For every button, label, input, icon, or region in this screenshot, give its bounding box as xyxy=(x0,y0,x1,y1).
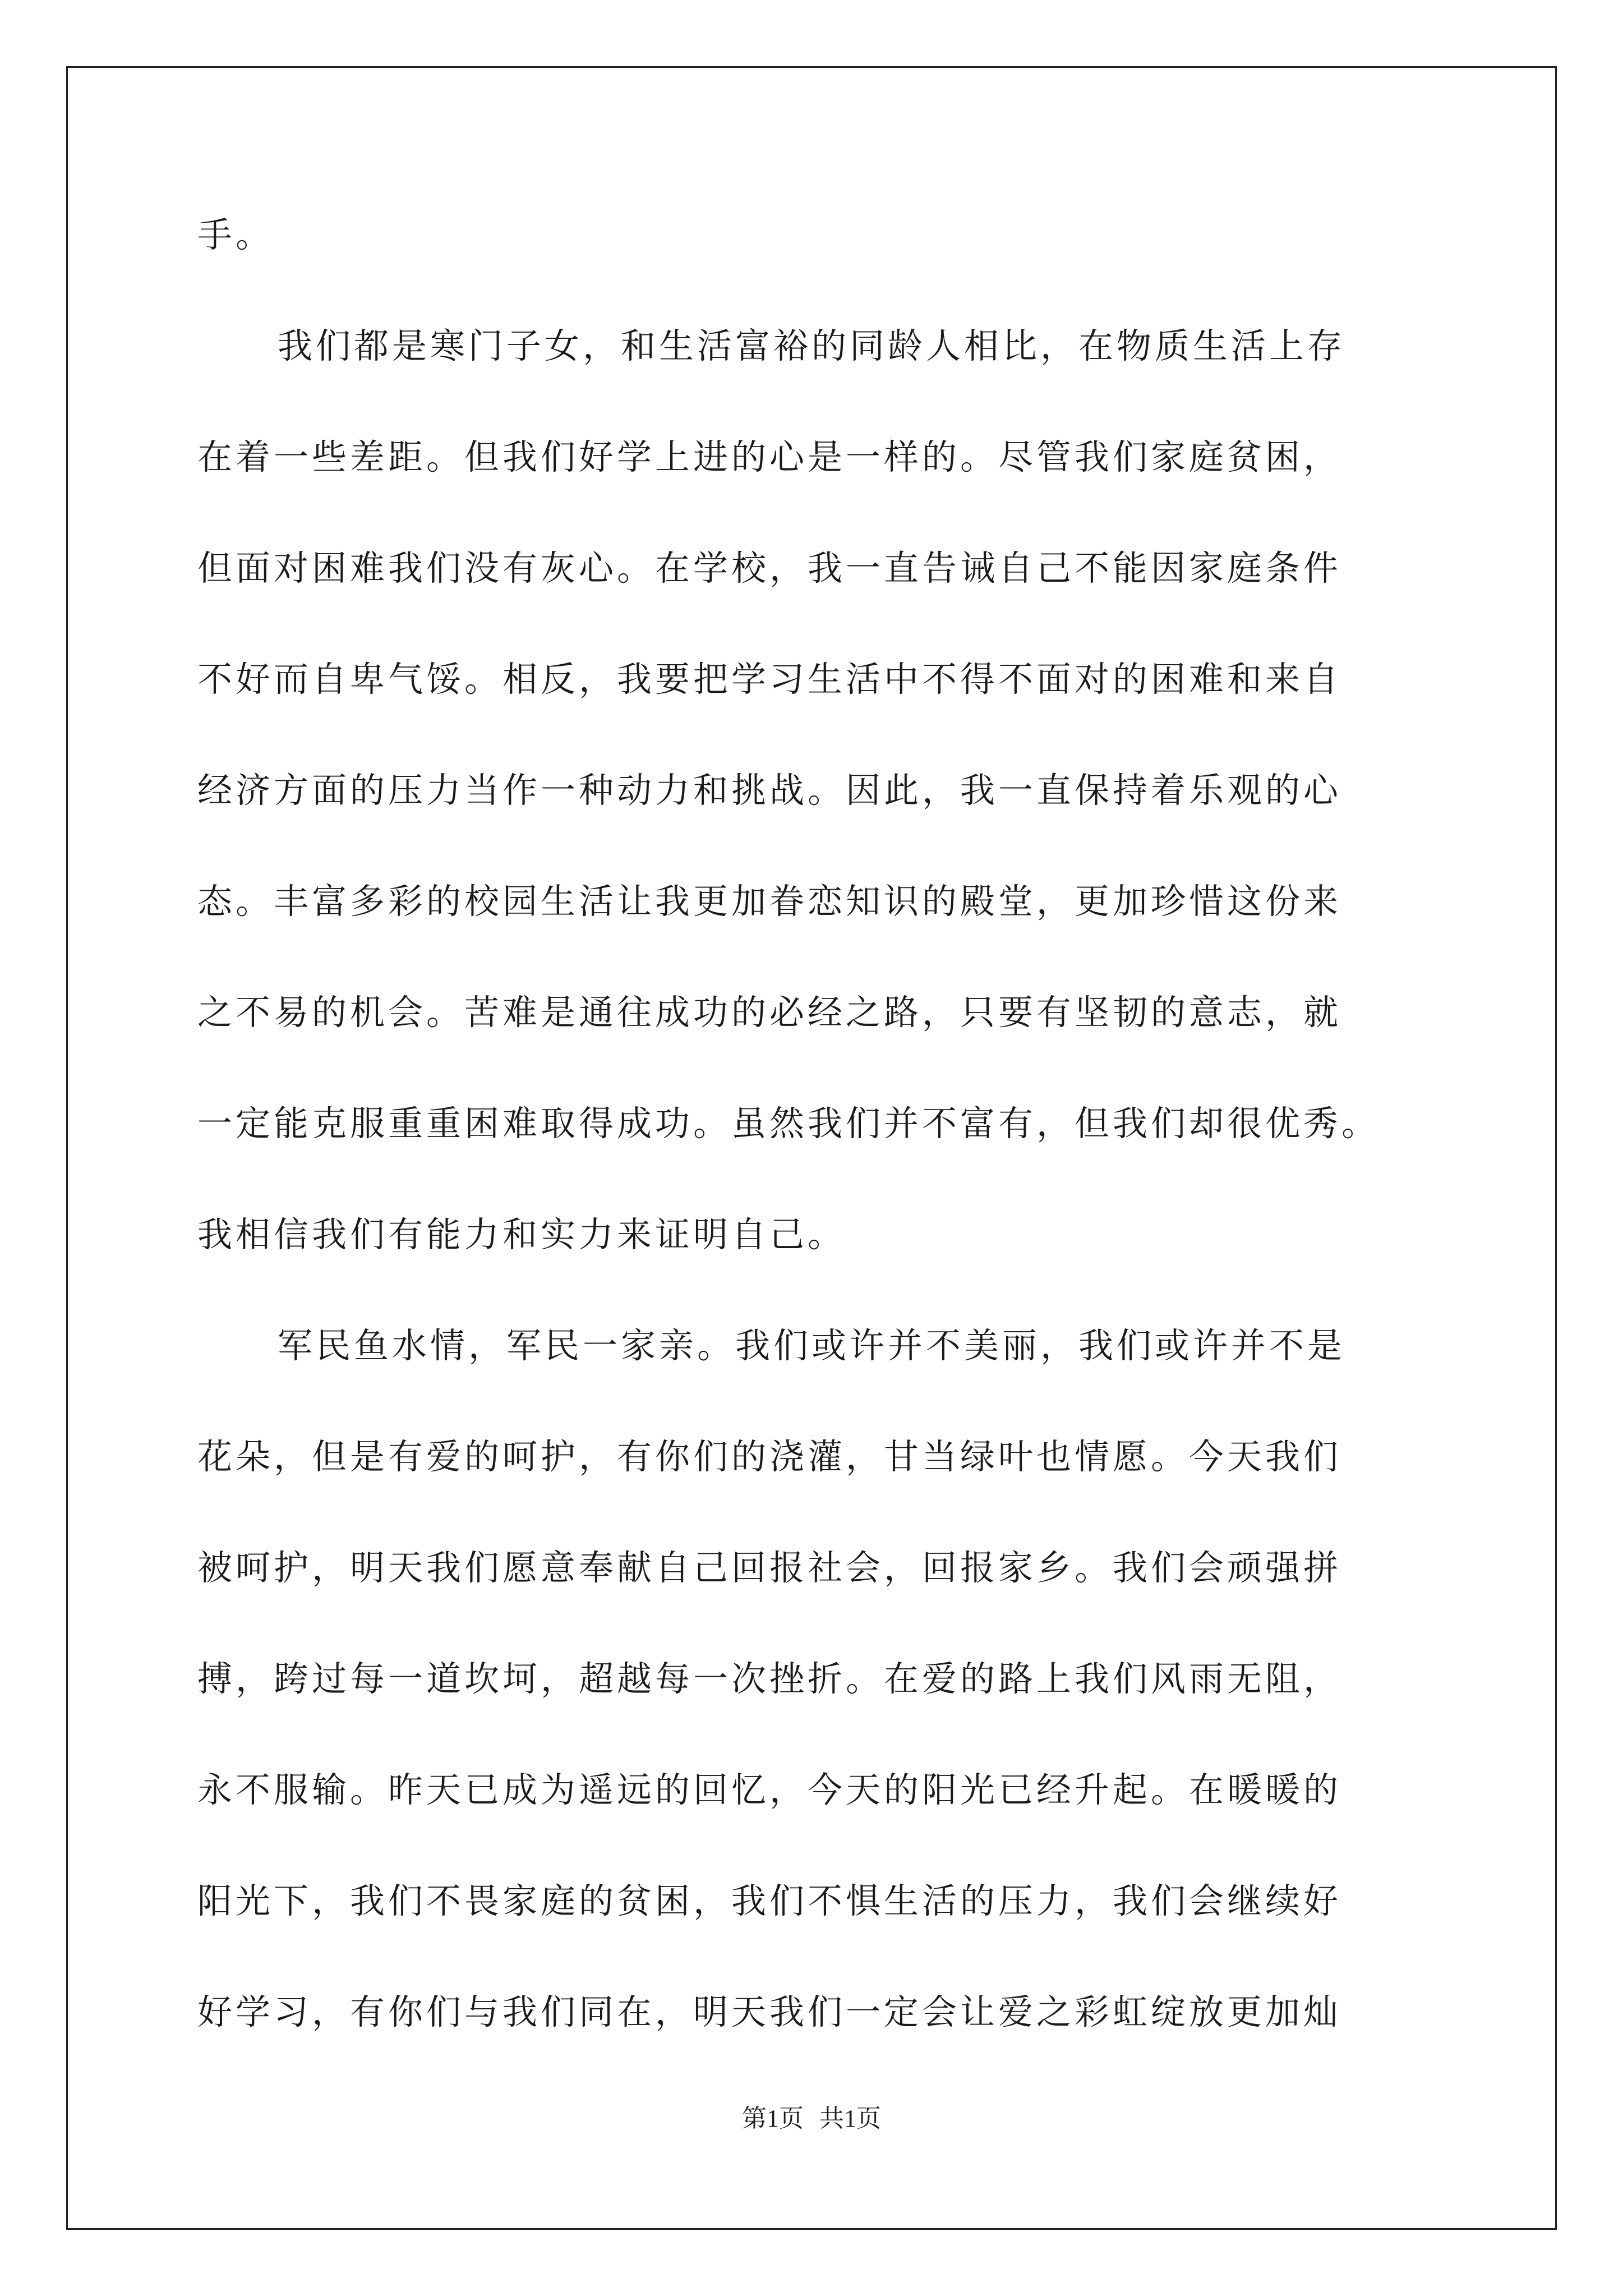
text-line: 永不服输。昨天已成为遥远的回忆，今天的阳光已经升起。在暖暖的 xyxy=(197,1769,1342,1810)
text-line: 我们都是寒门子女，和生活富裕的同龄人相比，在物质生活上存 xyxy=(278,325,1346,366)
text-line: 好学习，有你们与我们同在，明天我们一定会让爱之彩虹绽放更加灿 xyxy=(197,1991,1342,2032)
text-line: 之不易的机会。苦难是通往成功的必经之路，只要有坚韧的意志，就 xyxy=(197,992,1342,1033)
page-number: 第1页 xyxy=(742,2105,804,2132)
text-line: 在着一些差距。但我们好学上进的心是一样的。尽管我们家庭贫困， xyxy=(197,436,1342,477)
page-footer xyxy=(0,2106,1623,2131)
text-line: 花朵，但是有爱的呵护，有你们的浇灌，甘当绿叶也情愿。今天我们 xyxy=(197,1436,1342,1477)
page-total: 共1页 xyxy=(819,2105,881,2132)
text-line: 但面对困难我们没有灰心。在学校，我一直告诫自己不能因家庭条件 xyxy=(197,547,1342,588)
text-line: 手。 xyxy=(197,214,274,255)
text-line: 被呵护，明天我们愿意奉献自己回报社会，回报家乡。我们会顽强拼 xyxy=(197,1547,1342,1588)
text-line: 我相信我们有能力和实力来证明自己。 xyxy=(197,1214,846,1255)
text-line: 搏，跨过每一道坎坷，超越每一次挫折。在爱的路上我们风雨无阻， xyxy=(197,1658,1342,1699)
text-line: 态。丰富多彩的校园生活让我更加眷恋知识的殿堂，更加珍惜这份来 xyxy=(197,881,1342,922)
text-line: 不好而自卑气馁。相反，我要把学习生活中不得不面对的困难和来自 xyxy=(197,659,1342,700)
text-line: 一定能克服重重困难取得成功。虽然我们并不富有，但我们却很优秀。 xyxy=(197,1103,1380,1144)
text-line: 阳光下，我们不畏家庭的贫困，我们不惧生活的压力，我们会继续好 xyxy=(197,1880,1342,1921)
text-line: 军民鱼水情，军民一家亲。我们或许并不美丽，我们或许并不是 xyxy=(278,1325,1346,1366)
text-line: 经济方面的压力当作一种动力和挑战。因此，我一直保持着乐观的心 xyxy=(197,770,1342,811)
